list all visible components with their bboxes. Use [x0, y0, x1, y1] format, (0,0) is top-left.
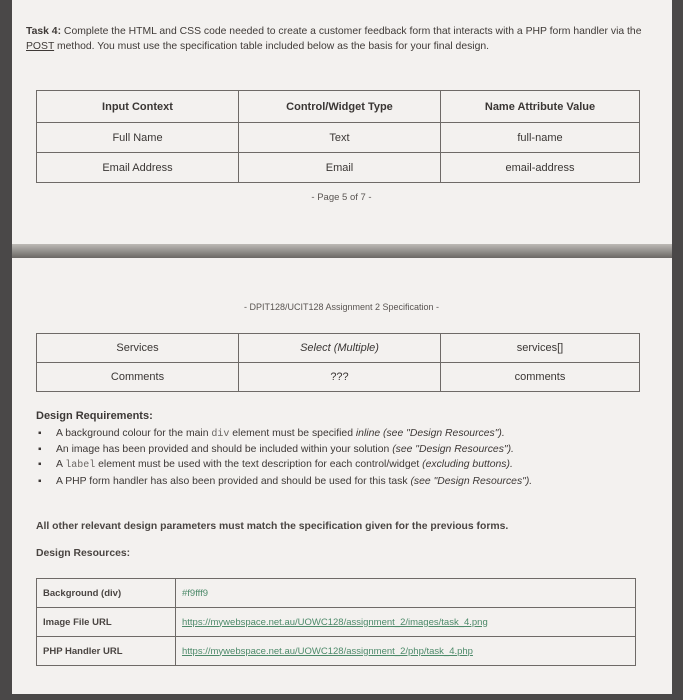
specification-table-continued — [36, 333, 640, 392]
list-item: ▪ A PHP form handler has also been provided and should be used for this task (see "Design Resources"). — [36, 474, 656, 489]
task-text-part2: method. You must use the specification table included below as the basis for your final design. — [54, 40, 490, 52]
resource-value: #f9fff9 — [176, 579, 636, 608]
table-cell: Comments — [37, 363, 239, 392]
table-cell: Services — [37, 334, 239, 363]
table-row — [37, 334, 640, 363]
bullet-icon: ▪ — [38, 428, 42, 439]
header-control-type: Control/Widget Type — [239, 91, 441, 123]
header-input-context: Input Context — [37, 91, 239, 123]
list-item: ▪ A background colour for the main div element must be specified inline (see "Design Resources"). — [38, 428, 505, 440]
page-header: - DPIT128/UCIT128 Assignment 2 Specification - — [243, 302, 440, 312]
table-row — [37, 153, 640, 183]
specification-table — [36, 90, 640, 183]
resource-label: Image File URL — [37, 608, 176, 637]
task-text-part1: Complete the HTML and CSS code needed to create a customer feedback form that interacts with a PHP form handler via the — [61, 26, 642, 37]
design-resources-table — [36, 578, 636, 666]
table-header-row — [37, 91, 640, 123]
page-footer: - Page 5 of 7 - — [311, 192, 372, 203]
table-cell: Text — [239, 123, 441, 153]
table-row — [37, 123, 640, 153]
table-cell: comments — [441, 363, 640, 392]
table-cell: Email — [239, 153, 441, 183]
table-row — [37, 579, 636, 608]
design-resources-title: Design Resources: — [36, 548, 131, 559]
page-gap — [12, 244, 672, 258]
header-name-attribute: Name Attribute Value — [441, 91, 640, 123]
table-cell: Full Name — [37, 123, 239, 153]
list-item: ▪ A label element must be used with the text description for each control/widget (excluding buttons). — [38, 459, 513, 472]
list-item: ▪ An image has been provided and should be included within your solution (see "Design Resources"). — [36, 442, 656, 457]
resource-label: Background (div) — [37, 579, 176, 608]
table-cell: ??? — [239, 363, 441, 392]
task-description — [26, 25, 656, 54]
task-label: Task 4: — [26, 26, 62, 37]
bullet-icon: ▪ — [38, 475, 42, 487]
bullet-icon: ▪ — [38, 444, 42, 456]
table-cell: services[] — [441, 334, 640, 363]
resource-label: PHP Handler URL — [37, 637, 176, 666]
image-url-link[interactable]: https://mywebspace.net.au/UOWC128/assignment_2/images/task_4.png — [176, 608, 636, 637]
bullet-icon: ▪ — [38, 459, 42, 471]
table-cell: Select (Multiple) — [239, 334, 441, 363]
table-cell: Email Address — [37, 153, 239, 183]
table-row — [37, 608, 636, 637]
table-row — [37, 363, 640, 392]
requirements-list — [36, 426, 656, 489]
post-method: POST — [26, 40, 55, 52]
table-row — [37, 637, 636, 666]
other-parameters-note: All other relevant design parameters must match the specification given for the previous forms. — [36, 521, 509, 532]
php-handler-link[interactable]: https://mywebspace.net.au/UOWC128/assignment_2/php/task_4.php — [176, 637, 636, 666]
table-cell: full-name — [441, 123, 640, 153]
table-cell: email-address — [441, 153, 640, 183]
design-requirements-title: Design Requirements: — [36, 410, 153, 422]
